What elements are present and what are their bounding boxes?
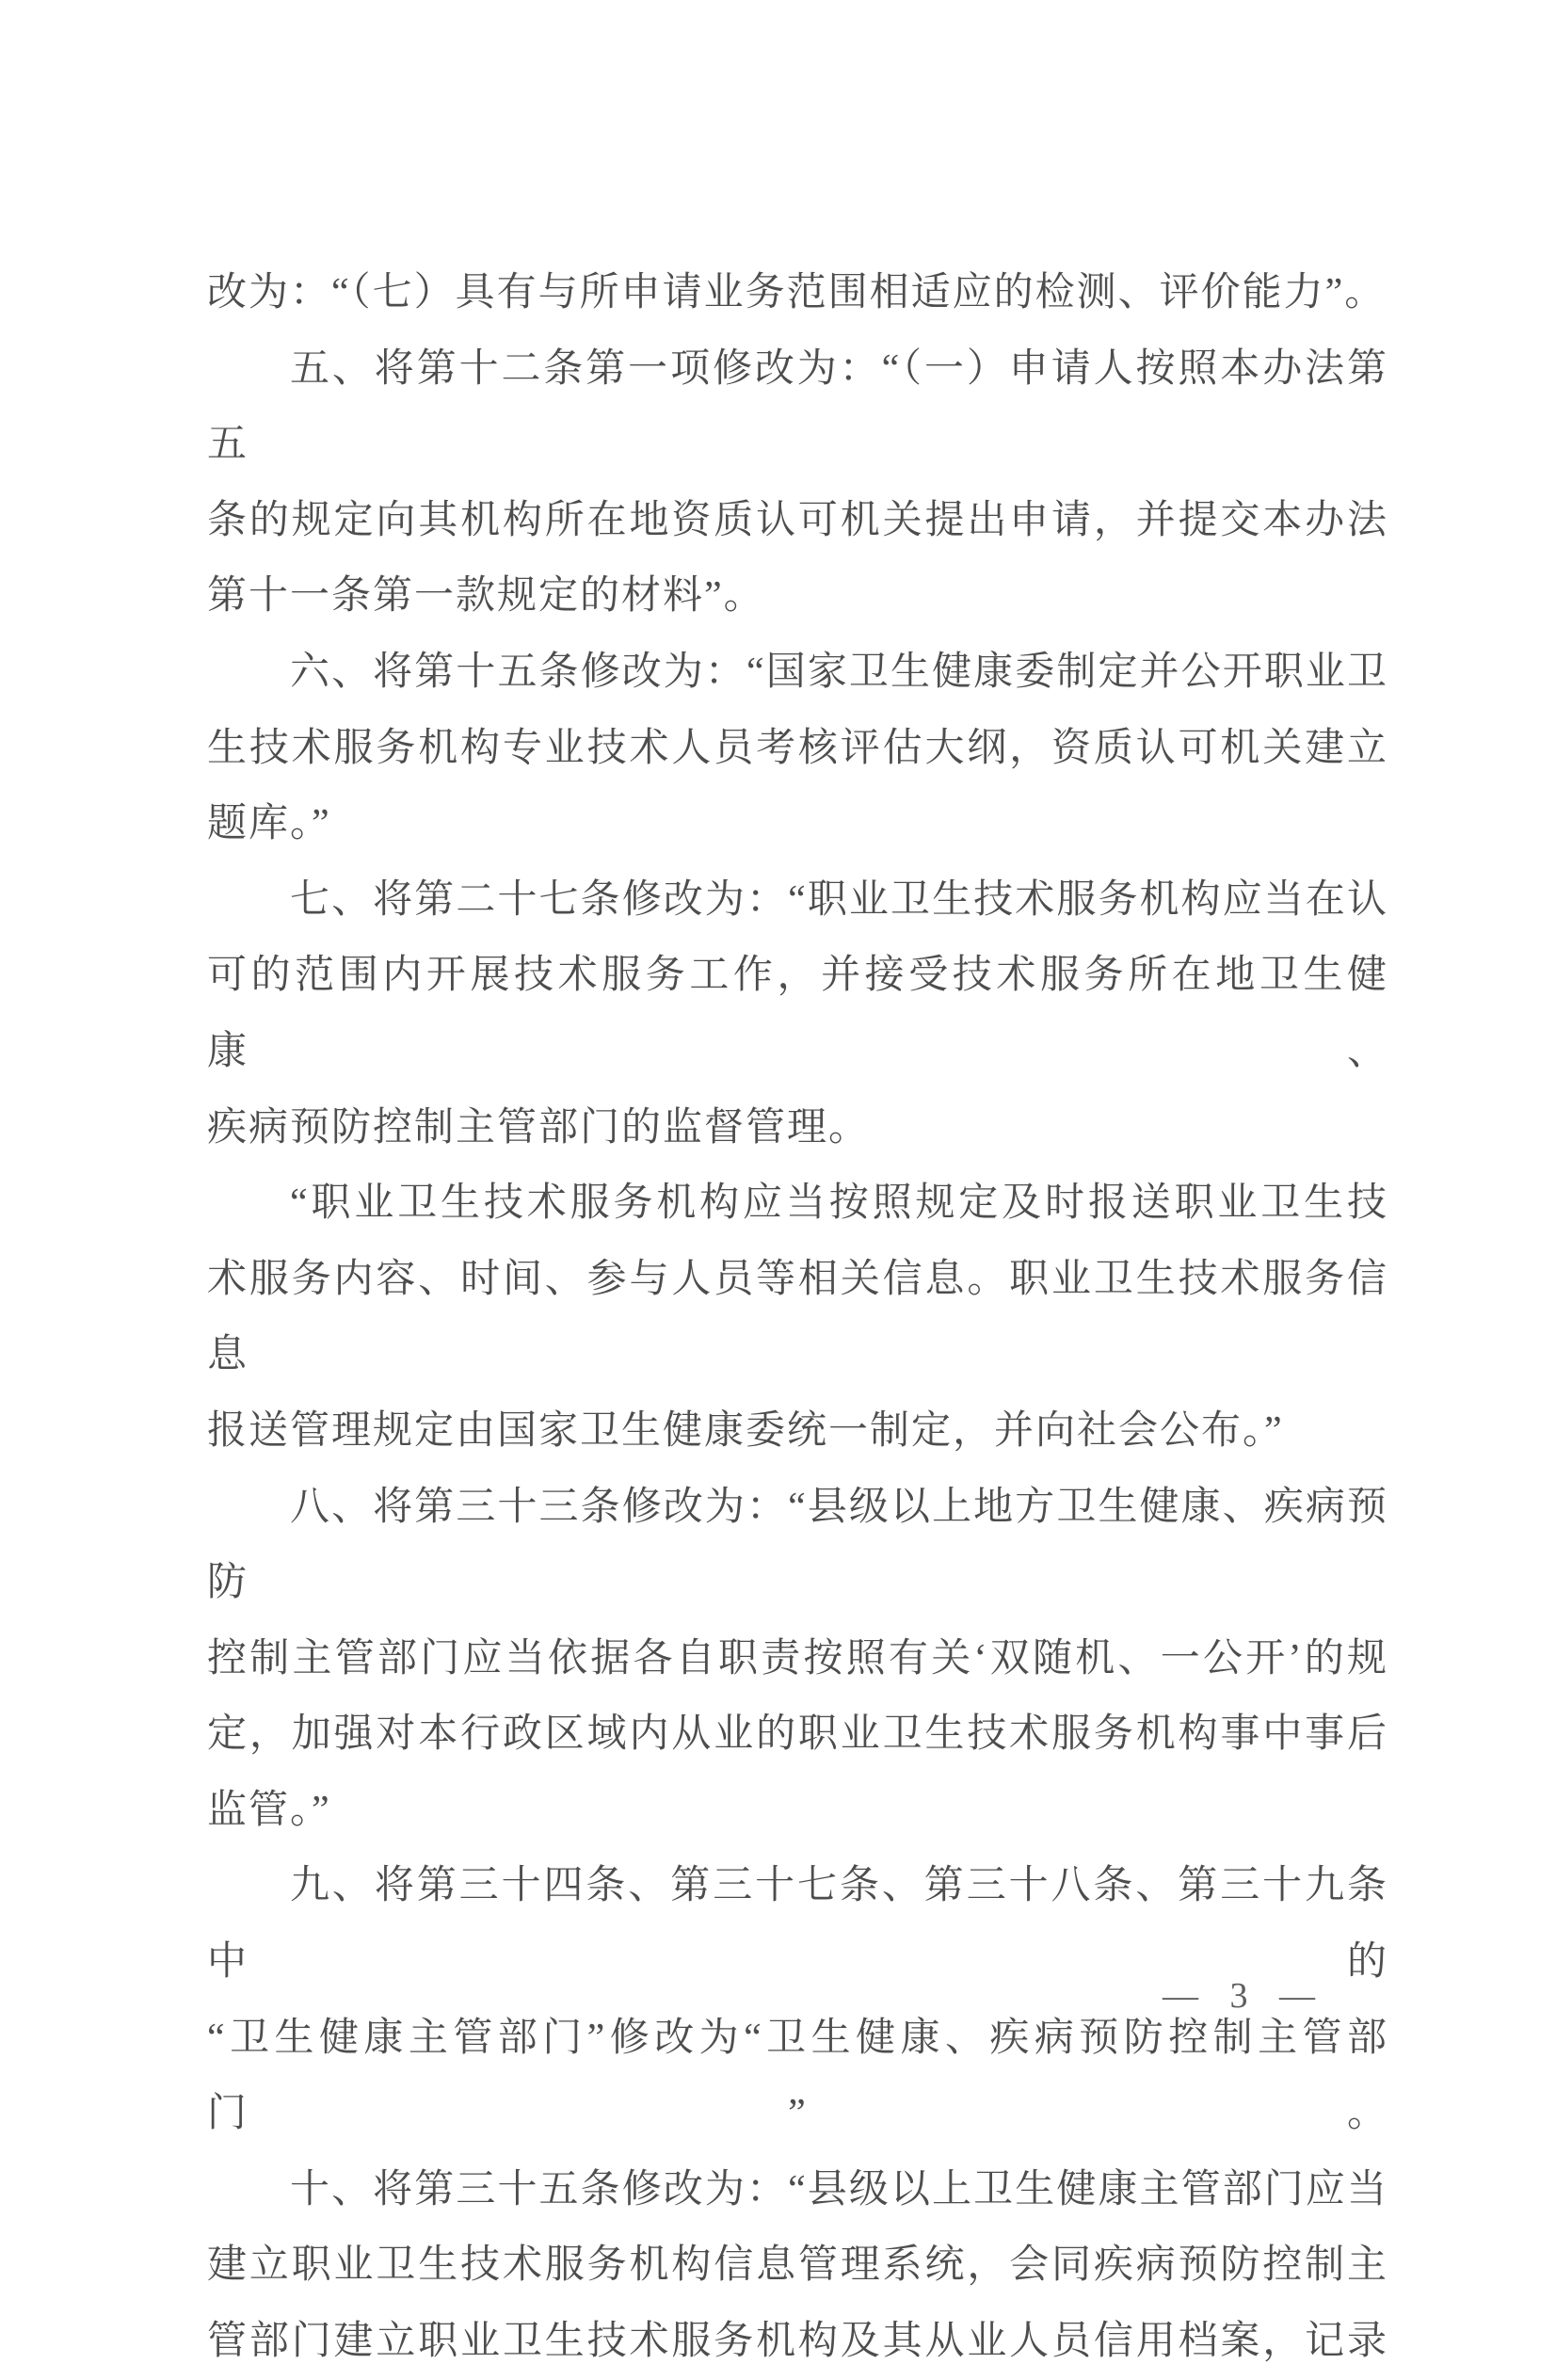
text-line: 题库。” (207, 802, 331, 846)
page-number: — 3 — (1163, 1976, 1318, 2016)
text-line: 第十一条第一款规定的材料”。 (207, 574, 765, 619)
document-body (207, 255, 1388, 2380)
text-line: 报送管理规定由国家卫生健康委统一制定，并向社会公布。” (207, 1408, 1284, 1453)
text-line: 十、将第三十五条修改为：“县级以上卫生健康主管部门应当 (290, 2167, 1388, 2211)
text-line: “职业卫生技术服务机构应当按照规定及时报送职业卫生技 (290, 1182, 1388, 1226)
text-line: 五、将第十二条第一项修改为：“（一）申请人按照本办法第五 (207, 346, 1388, 467)
paragraph (207, 331, 1388, 635)
text-line: 生技术服务机构专业技术人员考核评估大纲，资质认可机关建立 (207, 726, 1388, 770)
text-line: “卫生健康主管部门”修改为“卫生健康、疾病预防控制主管部门”。 (207, 2016, 1388, 2136)
text-line: 控制主管部门应当依据各自职责按照有关‘双随机、一公开’的规 (207, 1636, 1388, 1680)
paragraph (207, 862, 1388, 1166)
text-line: 术服务内容、时间、参与人员等相关信息。职业卫生技术服务信息 (207, 1257, 1388, 1377)
text-line: 六、将第十五条修改为：“国家卫生健康委制定并公开职业卫 (290, 650, 1388, 694)
text-line: 可的范围内开展技术服务工作，并接受技术服务所在地卫生健康、 (207, 954, 1388, 1073)
paragraph (207, 1166, 1388, 1469)
text-line: 建立职业卫生技术服务机构信息管理系统，会同疾病预防控制主 (207, 2243, 1388, 2288)
text-line: 九、将第三十四条、第三十七条、第三十八条、第三十九条中的 (207, 1864, 1388, 1985)
paragraph (207, 635, 1388, 862)
text-line: 疾病预防控制主管部门的监督管理。 (207, 1105, 871, 1150)
paragraph (207, 2152, 1388, 2380)
text-line: 条的规定向其机构所在地资质认可机关提出申请，并提交本办法 (207, 498, 1388, 542)
text-line: 管部门建立职业卫生技术服务机构及其从业人员信用档案，记录 (207, 2320, 1388, 2364)
paragraph (207, 1470, 1388, 1849)
text-line: 改为：“（七）具有与所申请业务范围相适应的检测、评价能力”。 (207, 271, 1387, 314)
paragraph (207, 255, 1388, 331)
text-line: 监管。” (207, 1788, 331, 1832)
text-line: 定，加强对本行政区域内从业的职业卫生技术服务机构事中事后 (207, 1713, 1388, 1757)
text-line: 八、将第三十三条修改为：“县级以上地方卫生健康、疾病预防 (207, 1485, 1388, 1605)
text-line: 七、将第二十七条修改为：“职业卫生技术服务机构应当在认 (290, 877, 1388, 922)
